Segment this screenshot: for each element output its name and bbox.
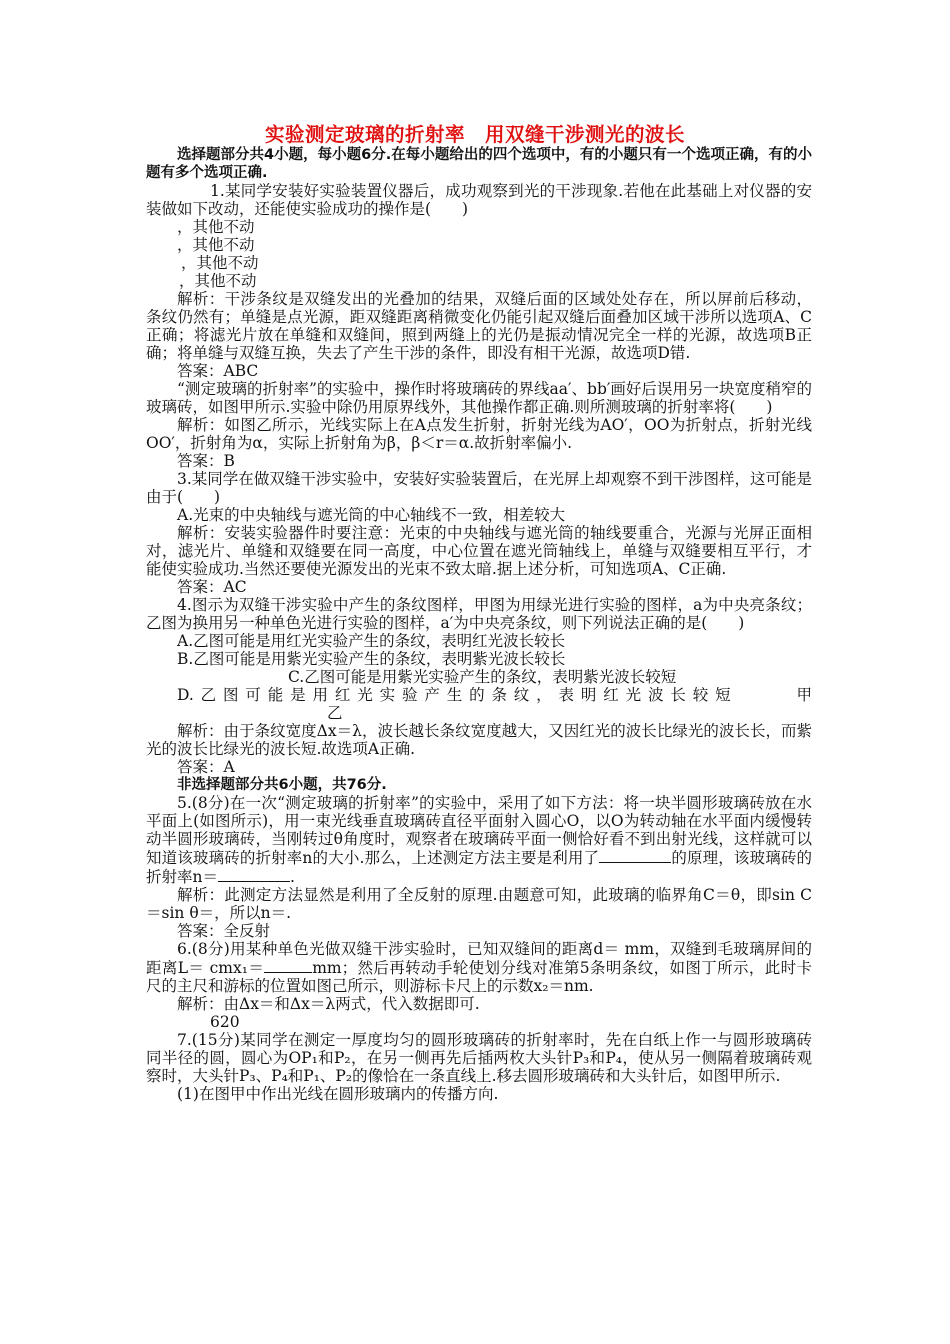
q6-stem: 6.(8分)用某种单色光做双缝干涉实验时，已知双缝间的距离d＝ mm，双缝到毛玻璃屏间的距离L＝ cmx₁＝ [146,940,812,977]
q1-analysis: 解析：干涉条纹是双缝发出的光叠加的结果，双缝后面的区域处处存在，所以屏前后移动，条纹仍然有；单缝是点光源，距双缝距离稍微变化仍能引起双缝后面叠加区域干涉所以选项A、C正确；将滤光片放在单缝和双缝间，照到两缝上的光仍是振动情况完全一样的光源，故选项B正确；将单缝与双缝互换，失去了产生干涉的条件，即没有相干光源，故选项D错. [146,290,812,362]
q4-option-c: C.乙图可能是用紫光实验产生的条纹，表明紫光波长较短 [288,668,677,686]
q1-stem: 1.某同学安装好实验装置仪器后，成功观察到光的干涉现象.若他在此基础上对仪器的安装做如下改动，还能使实验成功的操作是( ) [146,182,812,218]
q4-option-b: B.乙图可能是用紫光实验产生的条纹，表明紫光波长较长 [177,650,566,668]
q4-option-d-row [146,686,812,722]
q4-stem: 4.图示为双缝干涉实验中产生的条纹图样，甲图为用绿光进行实验的图样，a为中央亮条纹；乙图为换用另一种单色光进行实验的图样，a′为中央亮条纹，则下列说法正确的是( ) [146,596,812,632]
q1-option-c: ，其他不动 [181,254,259,272]
q1-option-d: ，其他不动 [179,272,257,290]
q4-option-a: A.乙图可能是用红光实验产生的条纹，表明红光波长较长 [177,632,566,650]
page-title: 实验测定玻璃的折射率 用双缝干涉测光的波长 [264,123,685,146]
q3-option-a: A.光束的中央轴线与遮光筒的中心轴线不一致，相差较大 [177,506,566,524]
section-nonchoice-heading: 非选择题部分共6小题，共76分. [177,777,387,793]
q4-answer: 答案：A [177,758,235,776]
q7-subquestion-1: (1)在图甲中作出光线在圆形玻璃内的传播方向. [177,1085,499,1103]
q5-answer: 答案：全反射 [177,922,271,940]
q2-stem: “测定玻璃的折射率”的实验中，操作时将玻璃砖的界线aa′、bb′画好后误用另一块宽度稍窄的玻璃砖，如图甲所示.实验中除仍用原界线外，其他操作都正确.则所测玻璃的折射率将( ) [146,380,812,416]
document-body [146,146,812,1103]
section-choice-heading: 选择题部分共4小题，每小题6分.在每小题给出的四个选项中，有的小题只有一个选项正确，有的小题有多个选项正确. [146,147,812,181]
q1-option-a: ，其他不动 [177,218,255,236]
q2-answer: 答案：B [177,452,235,470]
q7-stem: 7.(15分)某同学在测定一厚度均匀的圆形玻璃砖的折射率时，先在白纸上作一与圆形玻璃砖同半径的圆，圆心为OP₁和P₂，在另一侧再先后插两枚大头针P₃和P₄，使从另一侧隔着玻璃砖观察时，大头针P₃、P₄和P₁、P₂的像恰在一条直线上.移去圆形玻璃砖和大头针后，如图甲所示. [146,1031,812,1085]
q4-analysis: 解析：由于条纹宽度Δx＝λ，波长越长条纹宽度越大，又因红光的波长比绿光的波长长，而紫光的波长比绿光的波长短.故选项A正确. [146,722,812,758]
q5-stem-paragraph [146,794,812,886]
q5-blank-2 [218,867,290,882]
q5-stem: 5.(8分)在一次“测定玻璃的折射率”的实验中，采用了如下方法：将一块半圆形玻璃砖放在水平面上(如图所示)，用一束光线垂直玻璃砖直径平面射入圆心O，以O为转动轴在水平面内缓慢转动半圆形玻璃砖，当刚转过θ角度时，观察者在玻璃砖平面一侧恰好看不到出射光线，这样就可以知道该玻璃砖的折射率n的大小.那么，上述测定方法主要是利用了 [146,794,812,867]
q1-answer: 答案：ABC [177,362,259,380]
q4-option-d: D.乙图可能是用红光实验产生的条纹，表明红光波长较短 [177,686,738,704]
q6-stem-end: mm；然后再转动手轮使划分线对准第5条明条纹，如图丁所示，此时卡尺的主尺和游标的位置如图己所示，则游标卡尺上的示数x₂＝nm. [146,959,812,995]
q6-stem-paragraph [146,940,812,995]
q3-analysis: 解析：安装实验器件时要注意：光束的中央轴线与遮光筒的轴线要重合，光源与光屏正面相对，滤光片、单缝和双缝要在同一高度，中心位置在遮光筒轴线上，单缝与双缝要相互平行，才能使实验成功.当然还要使光源发出的光束不致太暗.据上述分析，可知选项A、C正确. [146,524,812,578]
q1-option-b: ，其他不动 [177,236,255,254]
figure-label-yi: 乙 [327,704,343,722]
q3-answer: 答案：AC [177,578,247,596]
q5-blank-1 [599,848,671,863]
q2-analysis: 解析：如图乙所示，光线实际上在A点发生折射，折射光线为AO′，OO为折射点，折射光线OO′，折射角为α，实际上折射角为β，β＜r＝α.故折射率偏小. [146,416,812,452]
figure-label-jia: 甲 [796,686,812,704]
q5-stem-end: . [289,868,295,886]
q3-stem: 3.某同学在做双缝干涉实验中，安装好实验装置后，在光屏上却观察不到干涉图样，这可能是由于( ) [146,470,812,506]
q6-blank [264,958,312,973]
q5-stem-mid: 的原理，该玻璃砖的折射率n＝ [146,849,812,886]
q6-extra-value: 620 [210,1013,240,1031]
q6-analysis: 解析：由Δx＝和Δx＝λ两式，代入数据即可. [177,995,480,1013]
q5-analysis: 解析：此测定方法显然是利用了全反射的原理.由题意可知，此玻璃的临界角C＝θ，即sin C＝sin θ＝，所以n＝. [146,886,812,922]
